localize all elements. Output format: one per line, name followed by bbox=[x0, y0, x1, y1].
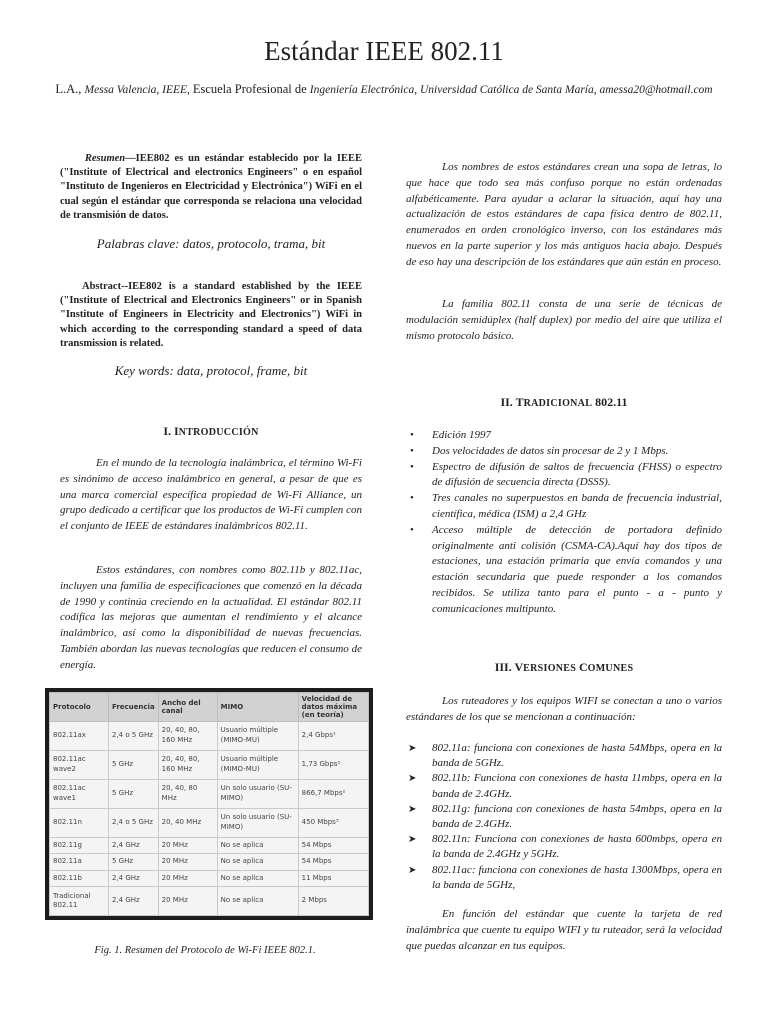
author-initials: L.A., bbox=[55, 82, 85, 96]
table-cell: No se aplica bbox=[217, 887, 298, 916]
table-cell: 54 Mbps bbox=[298, 854, 368, 870]
table-cell: 20, 40 MHz bbox=[158, 808, 217, 837]
table-cell: Usuario múltiple (MIMO-MU) bbox=[217, 750, 298, 779]
resumen-text: —IEE802 es un estándar establecido por la IEEE ("Institute of Electrical and electronics Engineers" o en español "Instituto de Ingenieros en Electricidad y Electrónica") WiFi en el cual según el estándar que corresponda se relaciona una velocidad de transmisión de datos. bbox=[60, 153, 362, 221]
list-item bbox=[406, 771, 722, 801]
list-item bbox=[406, 460, 722, 492]
table-row bbox=[50, 887, 369, 916]
table-cell: 20 MHz bbox=[158, 837, 217, 853]
list-item-text: 802.11n: Funciona con conexiones de hasta 600mbps, opera en la banda de 2.4GHz y 5GHz. bbox=[432, 833, 722, 861]
bullet-icon: • bbox=[410, 523, 414, 536]
list-item bbox=[406, 741, 722, 771]
table-cell: 54 Mbps bbox=[298, 837, 368, 853]
intro-paragraph-1: En el mundo de la tecnología inalámbrica, el término Wi-Fi es sinónimo de acceso inalámbrico en general, a pesar de que es una marca comercial específica propiedad de Wi-Fi Alliance, un grupo dedicado a certificar que los productos de Wi-Fi cumplen con el conjunto de IEEE de estándares inalámbricos 802.11. bbox=[60, 457, 362, 533]
table-cell: 20, 40, 80 MHz bbox=[158, 779, 217, 808]
list-item-text: Acceso múltiple de detección de portadora definido originalmente anti colisión (CSMA-CA).Aquí hay dos tipos de estaciones, una estación primaria que envía comandos y una estación secundaria que puede responder a los comandos recibidos. Se utiliza tanto para el punto - a - punto y comunicaciones multipunto. bbox=[432, 523, 722, 615]
table-cell: No se aplica bbox=[217, 837, 298, 853]
table-cell: 20 MHz bbox=[158, 887, 217, 916]
header-protocolo: Protocolo bbox=[50, 693, 109, 722]
table-row bbox=[50, 870, 369, 886]
arrow-bullet-icon: ➤ bbox=[408, 773, 417, 785]
table-cell: No se aplica bbox=[217, 870, 298, 886]
table-cell: 802.11n bbox=[50, 808, 109, 837]
section-heading-versiones: III. VERSIONES COMUNES bbox=[494, 660, 634, 674]
figure-caption: Fig. 1. Resumen del Protocolo de Wi-Fi IEEE 802.1. bbox=[94, 945, 316, 956]
table-cell: 450 Mbps³ bbox=[298, 808, 368, 837]
bullet-icon: • bbox=[410, 460, 414, 473]
abstract-paragraph: Abstract--IEE802 is a standard established by the IEEE ("Institute of Electrical and Electronics Engineers" or in Spanish "Institute of Engineers in Electricity and Electronics") WiFi in which according to the corresponding standard a speed of data transmission is related. bbox=[60, 281, 362, 349]
table-cell: 20 MHz bbox=[158, 870, 217, 886]
bullet-icon: • bbox=[410, 492, 414, 505]
list-item bbox=[406, 491, 722, 523]
table-cell: Un solo usuario (SU-MIMO) bbox=[217, 779, 298, 808]
table-row bbox=[50, 837, 369, 853]
table-row bbox=[50, 854, 369, 870]
table-cell: 20 MHz bbox=[158, 854, 217, 870]
author-line bbox=[40, 81, 728, 98]
table-cell: 2,4 o 5 GHz bbox=[109, 722, 159, 751]
table-cell: 802.11a bbox=[50, 854, 109, 870]
table-cell: Un solo usuario (SU-MIMO) bbox=[217, 808, 298, 837]
table-cell: 20, 40, 80, 160 MHz bbox=[158, 722, 217, 751]
list-item-text: 802.11b: Funciona con conexiones de hasta 11mbps, opera en la banda de 2.4GHz. bbox=[432, 772, 722, 800]
key-words: Key words: data, protocol, frame, bit bbox=[114, 363, 308, 378]
table-cell: 1,73 Gbps² bbox=[298, 750, 368, 779]
arrow-bullet-icon: ➤ bbox=[408, 743, 417, 754]
table-row bbox=[50, 750, 369, 779]
table-cell: 2,4 o 5 GHz bbox=[109, 808, 159, 837]
arrow-bullet-icon: ➤ bbox=[408, 834, 417, 846]
list-item-text: Tres canales no superpuestos en banda de frecuencia industrial, científica, médica (ISM) a 2,4 GHz bbox=[432, 492, 722, 520]
table-header-row bbox=[50, 693, 369, 722]
header-ancho-canal: Ancho del canal bbox=[158, 693, 217, 722]
paper-title: Estándar IEEE 802.11 bbox=[264, 36, 504, 66]
header-mimo: MIMO bbox=[217, 693, 298, 722]
author-affiliation: Ingeniería Electrónica, Universidad Católica de Santa María, amessa20@hotmail.com bbox=[309, 84, 713, 96]
table-cell: 5 GHz bbox=[109, 779, 159, 808]
table-row bbox=[50, 808, 369, 837]
list-item bbox=[406, 444, 722, 460]
list-item bbox=[406, 428, 722, 444]
bullet-icon: • bbox=[410, 429, 414, 441]
protocol-table-figure bbox=[45, 688, 373, 920]
author-school: Escuela Profesional de bbox=[192, 82, 310, 96]
list-item-text: Dos velocidades de datos sin procesar de 2 y 1 Mbps. bbox=[432, 444, 669, 457]
table-cell: 802.11ac wave1 bbox=[50, 779, 109, 808]
section-heading-introduccion: I. INTRODUCCIÓN bbox=[163, 424, 259, 438]
tradicional-list bbox=[406, 428, 722, 618]
protocol-table bbox=[49, 692, 369, 916]
table-cell: 802.11ax bbox=[50, 722, 109, 751]
resumen-paragraph bbox=[60, 152, 362, 223]
table-cell: 2,4 Gbps¹ bbox=[298, 722, 368, 751]
header-frecuencia: Frecuencia bbox=[109, 693, 159, 722]
palabras-clave: Palabras clave: datos, protocolo, trama, bit bbox=[96, 236, 326, 251]
section-heading-tradicional: II. TRADICIONAL 802.11 bbox=[500, 395, 628, 409]
arrow-bullet-icon: ➤ bbox=[408, 864, 417, 876]
table-cell: 20, 40, 80, 160 MHz bbox=[158, 750, 217, 779]
list-item bbox=[406, 832, 722, 862]
table-row bbox=[50, 722, 369, 751]
table-cell: 802.11b bbox=[50, 870, 109, 886]
versions-list bbox=[406, 741, 722, 893]
table-cell: 5 GHz bbox=[109, 854, 159, 870]
table-cell: 802.11g bbox=[50, 837, 109, 853]
list-item-text: Edición 1997 bbox=[432, 429, 491, 441]
list-item-text: 802.11a: funciona con conexiones de hasta 54Mbps, opera en la banda de 5GHz. bbox=[432, 742, 722, 770]
list-item bbox=[406, 802, 722, 832]
table-cell: Tradicional 802.11 bbox=[50, 887, 109, 916]
resumen-label: Resumen bbox=[84, 153, 126, 164]
list-item bbox=[406, 863, 722, 893]
table-cell: Usuario múltiple (MIMO-MU) bbox=[217, 722, 298, 751]
table-cell: No se aplica bbox=[217, 854, 298, 870]
list-item-text: 802.11g: funciona con conexiones de hasta 54mbps, opera en la banda de 2.4GHz. bbox=[432, 802, 722, 831]
table-row bbox=[50, 779, 369, 808]
table-cell: 2,4 GHz bbox=[109, 837, 159, 853]
list-item bbox=[406, 523, 722, 618]
table-cell: 802.11ac wave2 bbox=[50, 750, 109, 779]
table-cell: 2,4 GHz bbox=[109, 887, 159, 916]
author-name: Messa Valencia, IEEE, bbox=[84, 84, 193, 96]
header-velocidad: Velocidad de datos máxima (en teoría) bbox=[298, 693, 368, 722]
table-cell: 2 Mbps bbox=[298, 887, 368, 916]
table-cell: 2,4 GHz bbox=[109, 870, 159, 886]
bullet-icon: • bbox=[410, 444, 414, 457]
right-paragraph-2: La familia 802.11 consta de una serie de técnicas de modulación semidúplex (half duplex) por medio del aire que utiliza el mismo protocolo básico. bbox=[406, 298, 722, 342]
right-paragraph-3: Los ruteadores y los equipos WIFI se conectan a uno o varios estándares de los que se mencionan a continuación: bbox=[406, 695, 722, 723]
intro-paragraph-2: Estos estándares, con nombres como 802.11b y 802.11ac, incluyen una familia de especificaciones que comenzó en la década de 1990 y continúa creciendo en la actualidad. El estándar 802.11 codifica las mejoras que aumentan el rendimiento y el alcance inalámbrico, así como la disponibilidad de nuevas frecuencias. También abordan las nuevas tecnologías que reducen el consumo de energía. bbox=[60, 564, 362, 671]
right-paragraph-1: Los nombres de estos estándares crean una sopa de letras, lo que hace que todo sea más confuso porque no están ordenadas alfabéticamente. Para ayudar a aclarar la situación, aquí hay una actualización de estos estándares de capa física dentro de 802.11, enumerados en orden cronológico inverso, con los estándares más nuevos en la parte superior y los más antiguos hacia abajo. Después de eso hay una descripción de los estándares que aún están en proceso. bbox=[406, 161, 722, 268]
table-cell: 5 GHz bbox=[109, 750, 159, 779]
table-cell: 866,7 Mbps² bbox=[298, 779, 368, 808]
list-item-text: Espectro de difusión de saltos de frecuencia (FHSS) o espectro de difusión de secuencia directa (DSSS). bbox=[432, 460, 722, 489]
list-item-text: 802.11ac: funciona con conexiones de hasta 1300Mbps, opera en la banda de 5GHz, bbox=[432, 863, 722, 891]
right-paragraph-4: En función del estándar que cuente la tarjeta de red inalámbrica que cuente tu equipo WIFI y tu ruteador, será la velocidad que puedas alcanzar en tus equipos. bbox=[406, 908, 722, 952]
arrow-bullet-icon: ➤ bbox=[408, 803, 417, 815]
table-cell: 11 Mbps bbox=[298, 870, 368, 886]
